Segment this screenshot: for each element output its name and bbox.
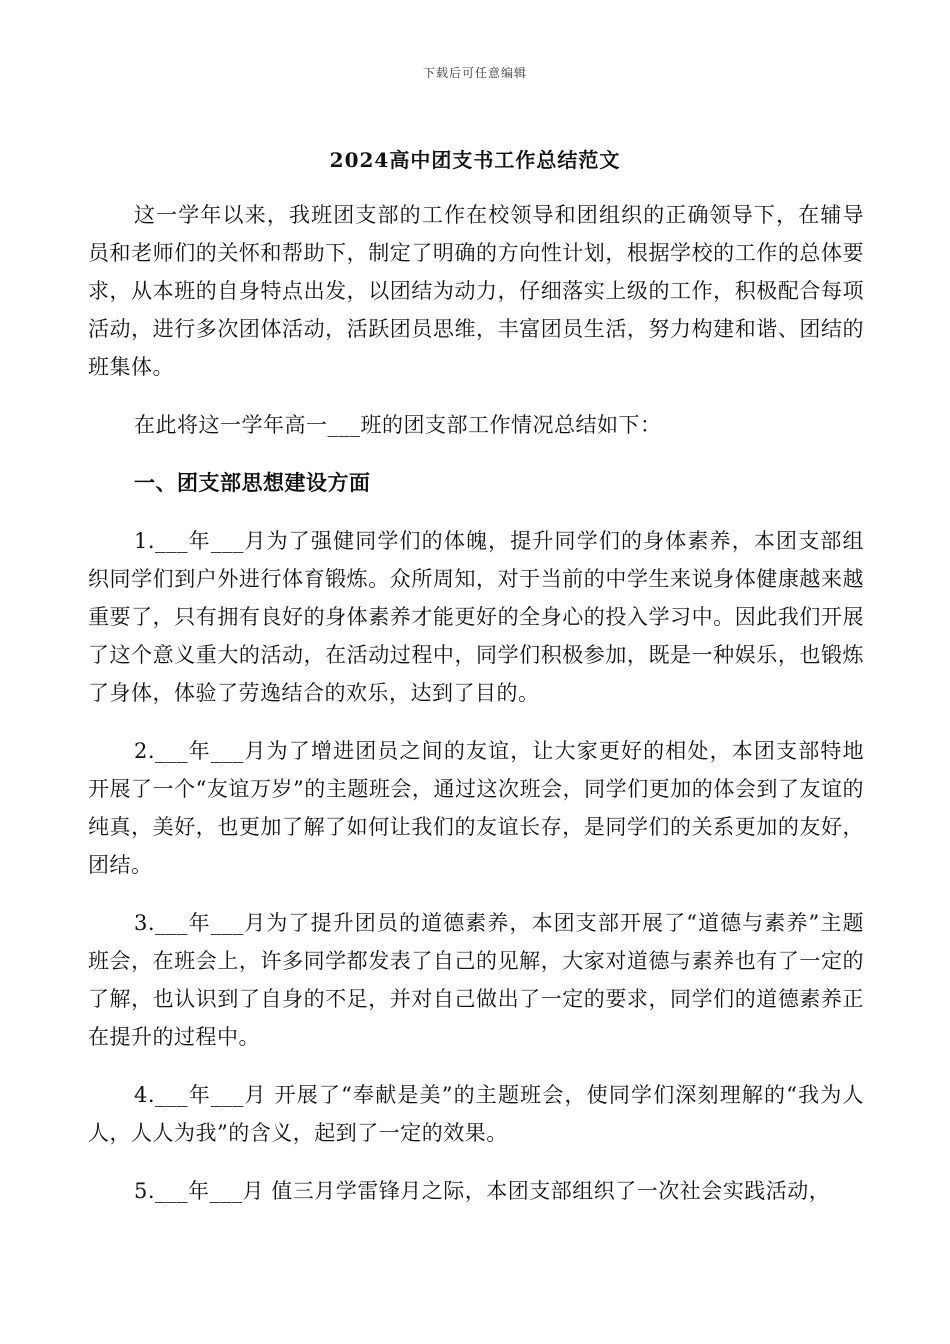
header-note: 下载后可任意编辑 [422,66,527,80]
list-item-1: 1.___年___月为了强健同学们的体魄，提升同学们的身体素养，本团支部组织同学们到户外进行体育锻炼。众所周知，对于当前的中学生来说身体健康越来越重要了，只有拥有良好的身体素养才能更好的全身心的投入学习中。因此我们开展了这个意义重大的活动，在活动过程中，同学们积极参加，既是一种娱乐，也锻炼了身体，体验了劳逸结合的欢乐，达到了目的。 [88,529,864,705]
document-title: 2024高中团支书工作总结范文 [329,148,621,172]
summary-lead-paragraph: 在此将这一学年高一___班的团支部工作情况总结如下： [134,413,662,437]
list-item-4: 4.___年___月 开展了“奉献是美”的主题班会，使同学们深刻理解的“我为人人，人人为我”的含义，起到了一定的效果。 [88,1083,864,1145]
section-heading: 一、团支部思想建设方面 [134,471,371,495]
intro-paragraph: 这一学年以来，我班团支部的工作在校领导和团组织的正确领导下，在辅导员和老师们的关怀和帮助下，制定了明确的方向性计划，根据学校的工作的总体要求，从本班的自身特点出发，以团结为动力，仔细落实上级的工作，积极配合每项活动，进行多次团体活动，活跃团员思维，丰富团员生活，努力构建和谐、团结的班集体。 [88,203,864,379]
document-body [88,196,864,1230]
list-item-2: 2.___年___月为了增进团员之间的友谊，让大家更好的相处，本团支部特地开展了一个“友谊万岁”的主题班会，通过这次班会，同学们更加的体会到了友谊的纯真，美好，也更加了解了如何让我们的友谊长存，是同学们的关系更加的友好，团结。 [88,739,864,877]
list-item-3: 3.___年___月为了提升团员的道德素养，本团支部开展了“道德与素养”主题班会，在班会上，许多同学都发表了自己的见解，大家对道德与素养也有了一定的了解，也认识到了自身的不足，并对自己做出了一定的要求，同学们的道德素养正在提升的过程中。 [88,911,864,1049]
list-item-5: 5.___年___月 值三月学雷锋月之际，本团支部组织了一次社会实践活动， [134,1179,831,1203]
